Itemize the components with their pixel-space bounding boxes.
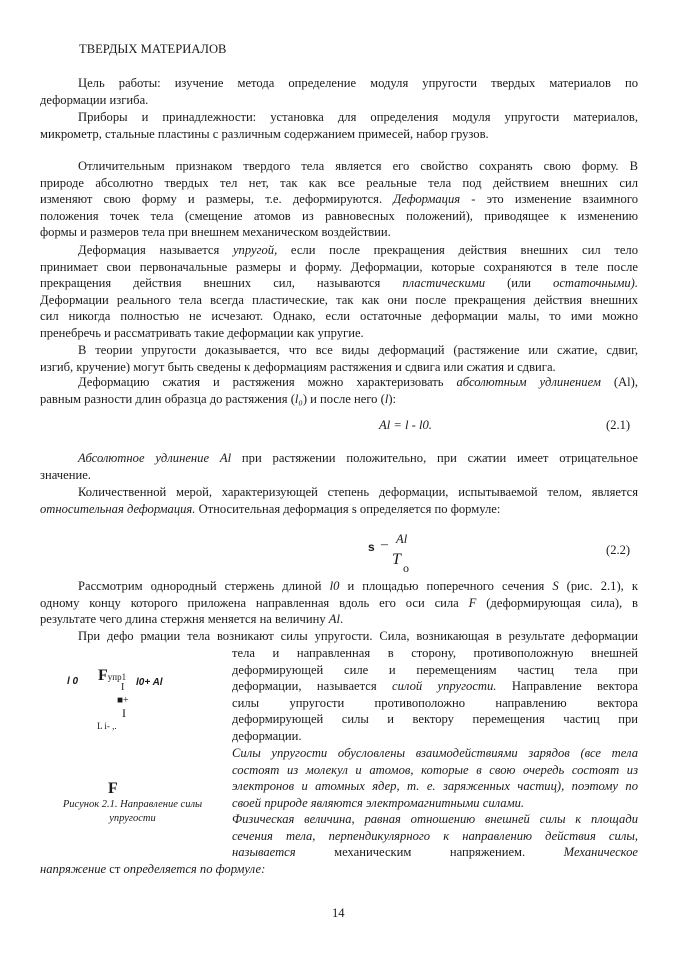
equation-2-1: Al = l - l0.: [379, 418, 432, 432]
paragraph-equipment: [40, 109, 638, 142]
text-line: относительная деформация. Относительная деформация s определяется по формуле:: [40, 501, 501, 516]
paragraph-elastic-force: [232, 645, 638, 745]
fraction-numerator: Al: [396, 532, 408, 546]
figure-caption: Рисунок 2.1. Направление силы упругости: [62, 799, 203, 824]
text-line: деформирующей силе и перемещениям частиц тела при: [232, 662, 638, 677]
text-line: В теории упругости доказывается, что все виды деформаций (растяжение или сжатие, сдвиг,: [78, 343, 638, 357]
text-line: микрометр, стальные пластины с различным содержанием примесей, набор грузов.: [40, 126, 489, 141]
text-line: прекращения действия внешних сил, называются пластическими (или остаточными).: [40, 276, 638, 291]
text-line: Количественной мерой, характеризующей степень деформации, испытываемой телом, является: [78, 485, 638, 499]
text-line: пренебречь и рассматривать такие деформации как упругие.: [40, 325, 364, 340]
paragraph-solid-body: [40, 158, 638, 241]
text-line: деформации.: [232, 728, 302, 743]
label-l0-plus-dl: l0+ Al: [136, 677, 163, 688]
text-line: деформации изгиба.: [40, 92, 149, 107]
section-heading: ТВЕРДЫХ МАТЕРИАЛОВ: [79, 42, 227, 56]
text-line: изменяют свою форму и размеры, т.е. деформируются. Деформация - это изменение взаимного: [40, 192, 638, 207]
text-line: Деформации реального тела всегда пластические, так как они после прекращения действия внешних: [40, 292, 638, 307]
text-line: одному концу которого приложена направленная вдоль его оси сила F (деформирующая сила), в: [40, 595, 638, 610]
attachment-marker: ■+: [117, 695, 129, 706]
fraction-denominator-sub: o: [403, 561, 409, 575]
text-line: Рассмотрим однородный стержень длиной l0 и площадью поперечного сечения S (рис. 2.1), к: [78, 579, 638, 593]
paragraph-electromagnetic: [232, 745, 638, 811]
paragraph-goal: [40, 75, 638, 108]
text-line: электронов и атомных ядер, т. е. заряженных частиц), поэтому по: [232, 779, 638, 794]
paragraph-deformation-types: [40, 242, 638, 342]
text-line: называется механическим напряжением. Механическое: [232, 845, 638, 860]
label-force-f: F: [108, 780, 118, 797]
text-line: сечения тела, перпендикулярного к направлению действия силы,: [232, 828, 638, 843]
text-line: деформации, называется силой упругости. Направление вектора: [232, 679, 638, 694]
text-line: формы и размеров тела при внешнем механическом воздействии.: [40, 225, 391, 240]
equation-number: (2.2): [606, 543, 631, 557]
paragraph-sign: [40, 450, 638, 483]
paragraph-absolute-elongation: [40, 374, 638, 407]
text-line: Приборы и принадлежности: установка для определения модуля упругости материалов,: [78, 110, 638, 124]
text-line: тела и направленная в сторону, противоположную внешней: [232, 646, 638, 660]
bar-mark: I: [121, 682, 125, 693]
text-line: Цель работы: изучение метода определение модуля упругости твердых материалов по: [78, 76, 638, 90]
label-l0: l 0: [67, 676, 79, 687]
equation-lhs: s: [368, 540, 375, 554]
text-line: результате чего длина стержня меняется на величину Al.: [40, 612, 344, 627]
text-line: положения точек тела (смещение атомов из равновесных положений), приводящее к изменению: [40, 208, 638, 223]
paragraph-elasticity-theory: [40, 342, 638, 375]
text-line: значение.: [40, 467, 91, 482]
bar-mark: I: [122, 706, 126, 720]
page-number: 14: [332, 906, 345, 920]
text-line: сил никогда полностью не исчезают. Однако, если остаточные деформации малы, то ими можно: [40, 309, 638, 324]
equation-number: (2.1): [606, 418, 631, 432]
figure-2-1: [40, 660, 225, 835]
text-line: При дефо рмации тела возникают силы упругости. Сила, возникающая в результате деформации: [78, 629, 638, 643]
text-line: равным разности длин образца до растяжения (l₀) и после него (l):: [40, 391, 397, 406]
text-line: Силы упругости обусловлены взаимодействиями зарядов (все тела: [232, 746, 638, 760]
text-line: Физическая величина, равная отношению внешней силы к площади: [232, 812, 638, 826]
text-line: принимает свои первоначальные размеры и форму. Деформации, которые сохраняются в теле после: [40, 259, 638, 274]
text-line: Абсолютное удлинение Al при растяжении положительно, при сжатии имеет отрицательное: [78, 451, 639, 465]
paragraph-relative-deformation: [40, 484, 638, 517]
text-line: состоят из молекул и атомов, которые в свою очередь состоят из: [232, 762, 638, 777]
paragraph-stress: [232, 811, 638, 861]
text-line: деформирующей силы и вектору перемещения частиц при: [232, 712, 638, 727]
text-line: изгиб, кручение) могут быть сведены к деформациям растяжения и сдвига или сжатия и сдвига.: [40, 359, 556, 374]
text-line: напряжение ст определяется по формуле:: [40, 862, 266, 876]
equation-sign: –: [381, 537, 388, 552]
text-line: Отличительным признаком твердого тела является его свойство сохранять свою форму. В: [78, 159, 638, 173]
fraction-denominator: T: [392, 551, 401, 568]
figure-bottom-labels: L i- ,.: [97, 721, 117, 731]
text-line: Деформация называется упругой, если после прекращения действия внешних сил тело: [78, 243, 638, 257]
text-line: своей природе являются электромагнитными силами.: [232, 795, 525, 810]
text-line: Деформацию сжатия и растяжения можно характеризовать абсолютным удлинением (Al),: [78, 375, 638, 389]
paragraph-rod: [40, 578, 638, 628]
label-f-elastic: Fупр1: [98, 667, 127, 684]
text-line: силы упругости противоположно направлению вектора: [232, 695, 638, 710]
text-line: природе абсолютно твердых тел нет, так как все реальные тела под действием внешних сил: [40, 175, 638, 190]
